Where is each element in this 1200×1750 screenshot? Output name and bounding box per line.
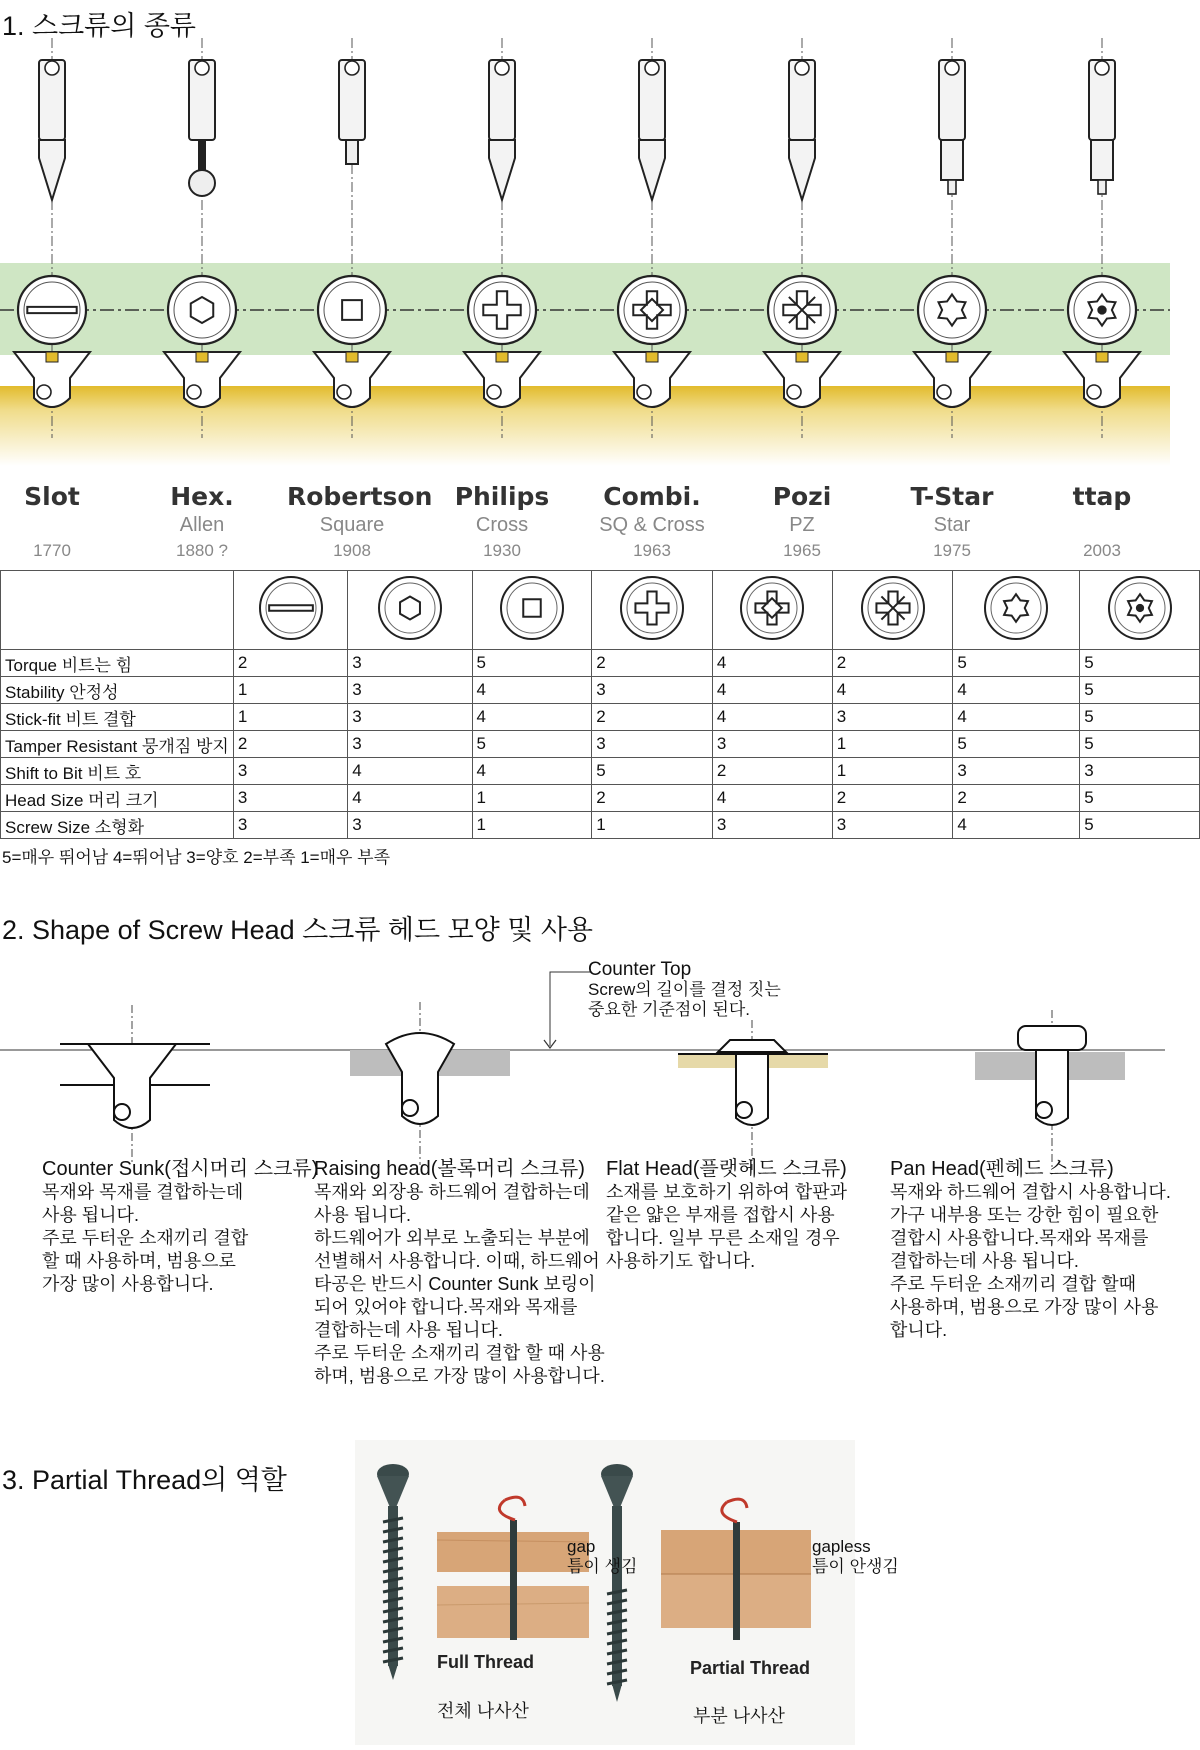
table-cell: 3 bbox=[592, 677, 713, 704]
table-cell: 2 bbox=[592, 785, 713, 812]
pan-head-line: 사용하며, 범용으로 가장 많이 사용 bbox=[890, 1297, 1159, 1317]
counter-sunk-line: 가장 많이 사용합니다. bbox=[42, 1274, 214, 1294]
table-row-label: Stick-fit 비트 결합 bbox=[1, 704, 234, 731]
table-icon-slot bbox=[233, 571, 347, 650]
full-gap-label bbox=[567, 1537, 637, 1577]
table-row-label: Tamper Resistant 뭉개짐 방지 bbox=[1, 731, 234, 758]
pan-head-title: Pan Head(펜헤드 스크류) bbox=[890, 1158, 1114, 1180]
drive-column-ttap bbox=[1064, 38, 1140, 438]
table-cell: 3 bbox=[712, 812, 832, 839]
drive-column-hex bbox=[164, 38, 240, 438]
type-name-square: Robertson bbox=[287, 482, 433, 511]
pan-head-line: 가구 내부용 또는 강한 힘이 필요한 bbox=[890, 1205, 1159, 1225]
full-gap-en: gap bbox=[567, 1537, 596, 1556]
table-icon-star bbox=[953, 571, 1080, 650]
pan-head-line: 주로 두터운 소재끼리 결합 할때 bbox=[890, 1274, 1137, 1294]
table-icon-hex bbox=[348, 571, 472, 650]
drive-column-cross bbox=[464, 38, 540, 438]
type-name-slot: Slot bbox=[24, 482, 80, 511]
type-year-combi: 1963 bbox=[633, 541, 671, 560]
table-cell: 5 bbox=[1080, 704, 1200, 731]
table-row-label: Screw Size 소형화 bbox=[1, 812, 234, 839]
type-sub-square: Square bbox=[319, 514, 385, 536]
flat-head-diagram bbox=[678, 1020, 828, 1170]
table-cell: 4 bbox=[953, 704, 1080, 731]
full-gap-ko: 틈이 생김 bbox=[567, 1557, 638, 1576]
table-cell: 2 bbox=[832, 785, 953, 812]
drive-column-combi bbox=[614, 38, 690, 438]
counter-top-line1: Screw의 길이를 결정 짓는 bbox=[588, 980, 781, 999]
type-name-pozi: Pozi bbox=[772, 482, 832, 511]
pozi-table-head-icon bbox=[858, 573, 928, 643]
pozi-head-icon bbox=[768, 276, 836, 344]
table-icon-pozi bbox=[832, 571, 953, 650]
ttap-table-head-icon bbox=[1105, 573, 1175, 643]
table-cell: 5 bbox=[1080, 650, 1200, 677]
raising-head-diagram bbox=[350, 1002, 510, 1165]
type-year-ttap: 2003 bbox=[1083, 541, 1121, 560]
table-cell: 4 bbox=[712, 677, 832, 704]
partial-thread-illustration bbox=[355, 1440, 855, 1745]
table-cell: 1 bbox=[832, 731, 953, 758]
raising-head-line: 하드웨어가 외부로 노출되는 부분에 bbox=[314, 1228, 590, 1248]
table-corner-cell bbox=[1, 571, 234, 650]
type-name-star: T-Star bbox=[910, 482, 994, 511]
pan-head-diagram bbox=[975, 1010, 1125, 1170]
flat-head-title: Flat Head(플랫헤드 스크류) bbox=[606, 1158, 847, 1180]
ttap-head-icon bbox=[1068, 276, 1136, 344]
type-year-pozi: 1965 bbox=[783, 541, 821, 560]
type-sub-cross: Cross bbox=[475, 514, 529, 536]
table-cell: 5 bbox=[592, 758, 713, 785]
table-cell: 1 bbox=[832, 758, 953, 785]
table-row-label: Torque 비트는 힘 bbox=[1, 650, 234, 677]
table-icon-combi bbox=[712, 571, 832, 650]
counter-top-line2: 중요한 기준점이 된다. bbox=[588, 1000, 750, 1019]
partial-thread-label: Partial Thread bbox=[690, 1658, 811, 1678]
table-row bbox=[1, 650, 1200, 677]
counter-top-note bbox=[588, 960, 781, 1020]
pan-head-line: 결합시 사용합니다.목재와 목재를 bbox=[890, 1228, 1149, 1248]
table-cell: 3 bbox=[233, 812, 347, 839]
flat-head-line: 합니다. 일부 무른 소재일 경우 bbox=[606, 1228, 840, 1248]
partial-gap-ko: 틈이 안생김 bbox=[812, 1557, 899, 1576]
cross-bit-icon bbox=[489, 60, 515, 200]
full-thread-ko: 전체 나사산 bbox=[437, 1701, 529, 1721]
table-cell: 3 bbox=[348, 812, 472, 839]
star-bit-icon bbox=[939, 60, 965, 194]
type-year-star: 1975 bbox=[933, 541, 971, 560]
table-row bbox=[1, 785, 1200, 812]
raising-head-line: 되어 있어야 합니다.목재와 목재를 bbox=[314, 1297, 578, 1317]
square-table-head-icon bbox=[497, 573, 567, 643]
counter-sunk-description bbox=[42, 1158, 318, 1296]
flat-head-line: 사용하기도 합니다. bbox=[606, 1251, 756, 1271]
ttap-bit-icon bbox=[1089, 60, 1115, 194]
table-cell: 1 bbox=[472, 812, 592, 839]
combi-bit-icon bbox=[639, 60, 665, 200]
table-cell: 5 bbox=[472, 650, 592, 677]
section1-title: 1. 스크류의 종류 bbox=[2, 11, 197, 41]
table-cell: 3 bbox=[712, 731, 832, 758]
counter-sunk-line: 사용 됩니다. bbox=[42, 1205, 139, 1225]
table-cell: 3 bbox=[348, 731, 472, 758]
hex-bit-icon bbox=[189, 60, 215, 196]
star-head-icon bbox=[918, 276, 986, 344]
table-cell: 1 bbox=[233, 704, 347, 731]
raising-head-line: 목재와 외장용 하드웨어 결합하는데 bbox=[314, 1182, 590, 1202]
table-row bbox=[1, 812, 1200, 839]
table-cell: 5 bbox=[1080, 677, 1200, 704]
type-year-square: 1908 bbox=[333, 541, 371, 560]
table-cell: 4 bbox=[472, 677, 592, 704]
slot-table-head-icon bbox=[256, 573, 326, 643]
flat-head-line: 같은 얇은 부재를 접합시 사용 bbox=[606, 1205, 835, 1225]
type-year-hex: 1880 ? bbox=[176, 541, 228, 560]
table-cell: 5 bbox=[1080, 731, 1200, 758]
type-name-cross: Philips bbox=[454, 482, 550, 511]
raising-head-description bbox=[314, 1158, 605, 1388]
table-cell: 4 bbox=[348, 758, 472, 785]
table-row bbox=[1, 758, 1200, 785]
type-name-hex: Hex. bbox=[170, 482, 234, 511]
cross-table-head-icon bbox=[617, 573, 687, 643]
table-cell: 3 bbox=[592, 731, 713, 758]
pan-head-description bbox=[890, 1158, 1171, 1342]
table-cell: 1 bbox=[233, 677, 347, 704]
table-cell: 3 bbox=[1080, 758, 1200, 785]
table-cell: 1 bbox=[472, 785, 592, 812]
pozi-bit-icon bbox=[789, 60, 815, 200]
table-row-label: Head Size 머리 크기 bbox=[1, 785, 234, 812]
raising-head-line: 사용 됩니다. bbox=[314, 1205, 411, 1225]
table-cell: 4 bbox=[953, 677, 1080, 704]
table-icon-cross bbox=[592, 571, 713, 650]
combi-table-head-icon bbox=[737, 573, 807, 643]
counter-sunk-line: 주로 두터운 소재끼리 결합 bbox=[42, 1228, 249, 1248]
table-row bbox=[1, 704, 1200, 731]
type-year-cross: 1930 bbox=[483, 541, 521, 560]
counter-top-title: Counter Top bbox=[588, 959, 692, 980]
type-sub-star: Star bbox=[933, 514, 971, 536]
table-cell: 2 bbox=[233, 650, 347, 677]
table-cell: 3 bbox=[832, 704, 953, 731]
type-sub-hex: Allen bbox=[179, 514, 225, 536]
table-cell: 5 bbox=[472, 731, 592, 758]
gold-band bbox=[0, 386, 1170, 466]
pan-head-line: 목재와 하드웨어 결합시 사용합니다. bbox=[890, 1182, 1171, 1202]
table-icon-ttap bbox=[1080, 571, 1200, 650]
partial-gap-en: gapless bbox=[812, 1537, 871, 1556]
counter-sunk-diagram bbox=[60, 1005, 210, 1165]
table-cell: 5 bbox=[1080, 785, 1200, 812]
table-cell: 4 bbox=[712, 785, 832, 812]
table-cell: 2 bbox=[712, 758, 832, 785]
screw-drive-illustrations bbox=[0, 38, 1200, 478]
star-table-head-icon bbox=[981, 573, 1051, 643]
table-cell: 4 bbox=[348, 785, 472, 812]
table-cell: 4 bbox=[953, 812, 1080, 839]
partial-thread-ko: 부분 나사산 bbox=[693, 1706, 785, 1726]
raising-head-line: 타공은 반드시 Counter Sunk 보링이 bbox=[314, 1274, 596, 1294]
raising-head-line: 선별해서 사용합니다. 이때, 하드웨어 bbox=[314, 1251, 600, 1271]
table-cell: 4 bbox=[472, 704, 592, 731]
hex-head-icon bbox=[168, 276, 236, 344]
table-cell: 2 bbox=[953, 785, 1080, 812]
table-cell: 4 bbox=[472, 758, 592, 785]
section3-title: 3. Partial Thread의 역할 bbox=[2, 1465, 287, 1495]
table-cell: 2 bbox=[592, 704, 713, 731]
comparison-table bbox=[0, 570, 1200, 839]
slot-bit-icon bbox=[39, 60, 65, 200]
drive-column-square bbox=[314, 38, 390, 438]
full-thread-label: Full Thread bbox=[437, 1652, 535, 1672]
table-icon-square bbox=[472, 571, 592, 650]
counter-sunk-line: 할 때 사용하며, 범용으로 bbox=[42, 1251, 236, 1271]
table-cell: 4 bbox=[712, 704, 832, 731]
cross-head-icon bbox=[468, 276, 536, 344]
table-cell: 5 bbox=[953, 650, 1080, 677]
square-bit-icon bbox=[339, 60, 365, 164]
table-row-label: Stability 안정성 bbox=[1, 677, 234, 704]
table-cell: 1 bbox=[592, 812, 713, 839]
table-row bbox=[1, 731, 1200, 758]
table-cell: 3 bbox=[832, 812, 953, 839]
pan-head-line: 결합하는데 사용 됩니다. bbox=[890, 1251, 1079, 1271]
pan-head-line: 합니다. bbox=[890, 1320, 948, 1340]
table-cell: 2 bbox=[832, 650, 953, 677]
section2-title: 2. Shape of Screw Head 스크류 헤드 모양 및 사용 bbox=[2, 915, 594, 945]
counter-sunk-title: Counter Sunk(접시머리 스크류) bbox=[42, 1158, 319, 1180]
table-cell: 3 bbox=[233, 758, 347, 785]
type-sub-combi: SQ & Cross bbox=[599, 514, 705, 536]
raising-head-title: Raising head(볼록머리 스크류) bbox=[314, 1158, 585, 1180]
table-cell: 3 bbox=[233, 785, 347, 812]
combi-head-icon bbox=[618, 276, 686, 344]
counter-sunk-line: 목재와 목재를 결합하는데 bbox=[42, 1182, 244, 1202]
type-sub-pozi: PZ bbox=[789, 514, 815, 536]
flat-head-line: 소재를 보호하기 위하여 합판과 bbox=[606, 1182, 848, 1202]
hex-table-head-icon bbox=[375, 573, 445, 643]
type-year-slot: 1770 bbox=[33, 541, 71, 560]
partial-gap-label bbox=[812, 1537, 899, 1577]
table-cell: 2 bbox=[233, 731, 347, 758]
table-cell: 4 bbox=[712, 650, 832, 677]
table-cell: 3 bbox=[348, 650, 472, 677]
raising-head-line: 하며, 범용으로 가장 많이 사용합니다. bbox=[314, 1366, 605, 1386]
raising-head-line: 주로 두터운 소재끼리 결합 할 때 사용 bbox=[314, 1343, 605, 1363]
drive-column-pozi bbox=[764, 38, 840, 438]
table-cell: 5 bbox=[953, 731, 1080, 758]
table-row-label: Shift to Bit 비트 호 bbox=[1, 758, 234, 785]
rating-legend: 5=매우 뛰어남 4=뛰어남 3=양호 2=부족 1=매우 부족 bbox=[2, 848, 391, 867]
table-cell: 2 bbox=[592, 650, 713, 677]
drive-column-slot bbox=[14, 38, 90, 438]
type-name-combi: Combi. bbox=[603, 482, 701, 511]
flat-head-description bbox=[606, 1158, 847, 1273]
type-name-ttap: ttap bbox=[1072, 482, 1132, 511]
raising-head-line: 결합하는데 사용 됩니다. bbox=[314, 1320, 503, 1340]
table-row bbox=[1, 677, 1200, 704]
drive-column-star bbox=[914, 38, 990, 438]
square-head-icon bbox=[318, 276, 386, 344]
table-icon-row bbox=[1, 571, 1200, 650]
table-cell: 3 bbox=[348, 704, 472, 731]
table-cell: 3 bbox=[953, 758, 1080, 785]
table-cell: 3 bbox=[348, 677, 472, 704]
slot-head-icon bbox=[18, 276, 86, 344]
table-cell: 4 bbox=[832, 677, 953, 704]
table-cell: 5 bbox=[1080, 812, 1200, 839]
